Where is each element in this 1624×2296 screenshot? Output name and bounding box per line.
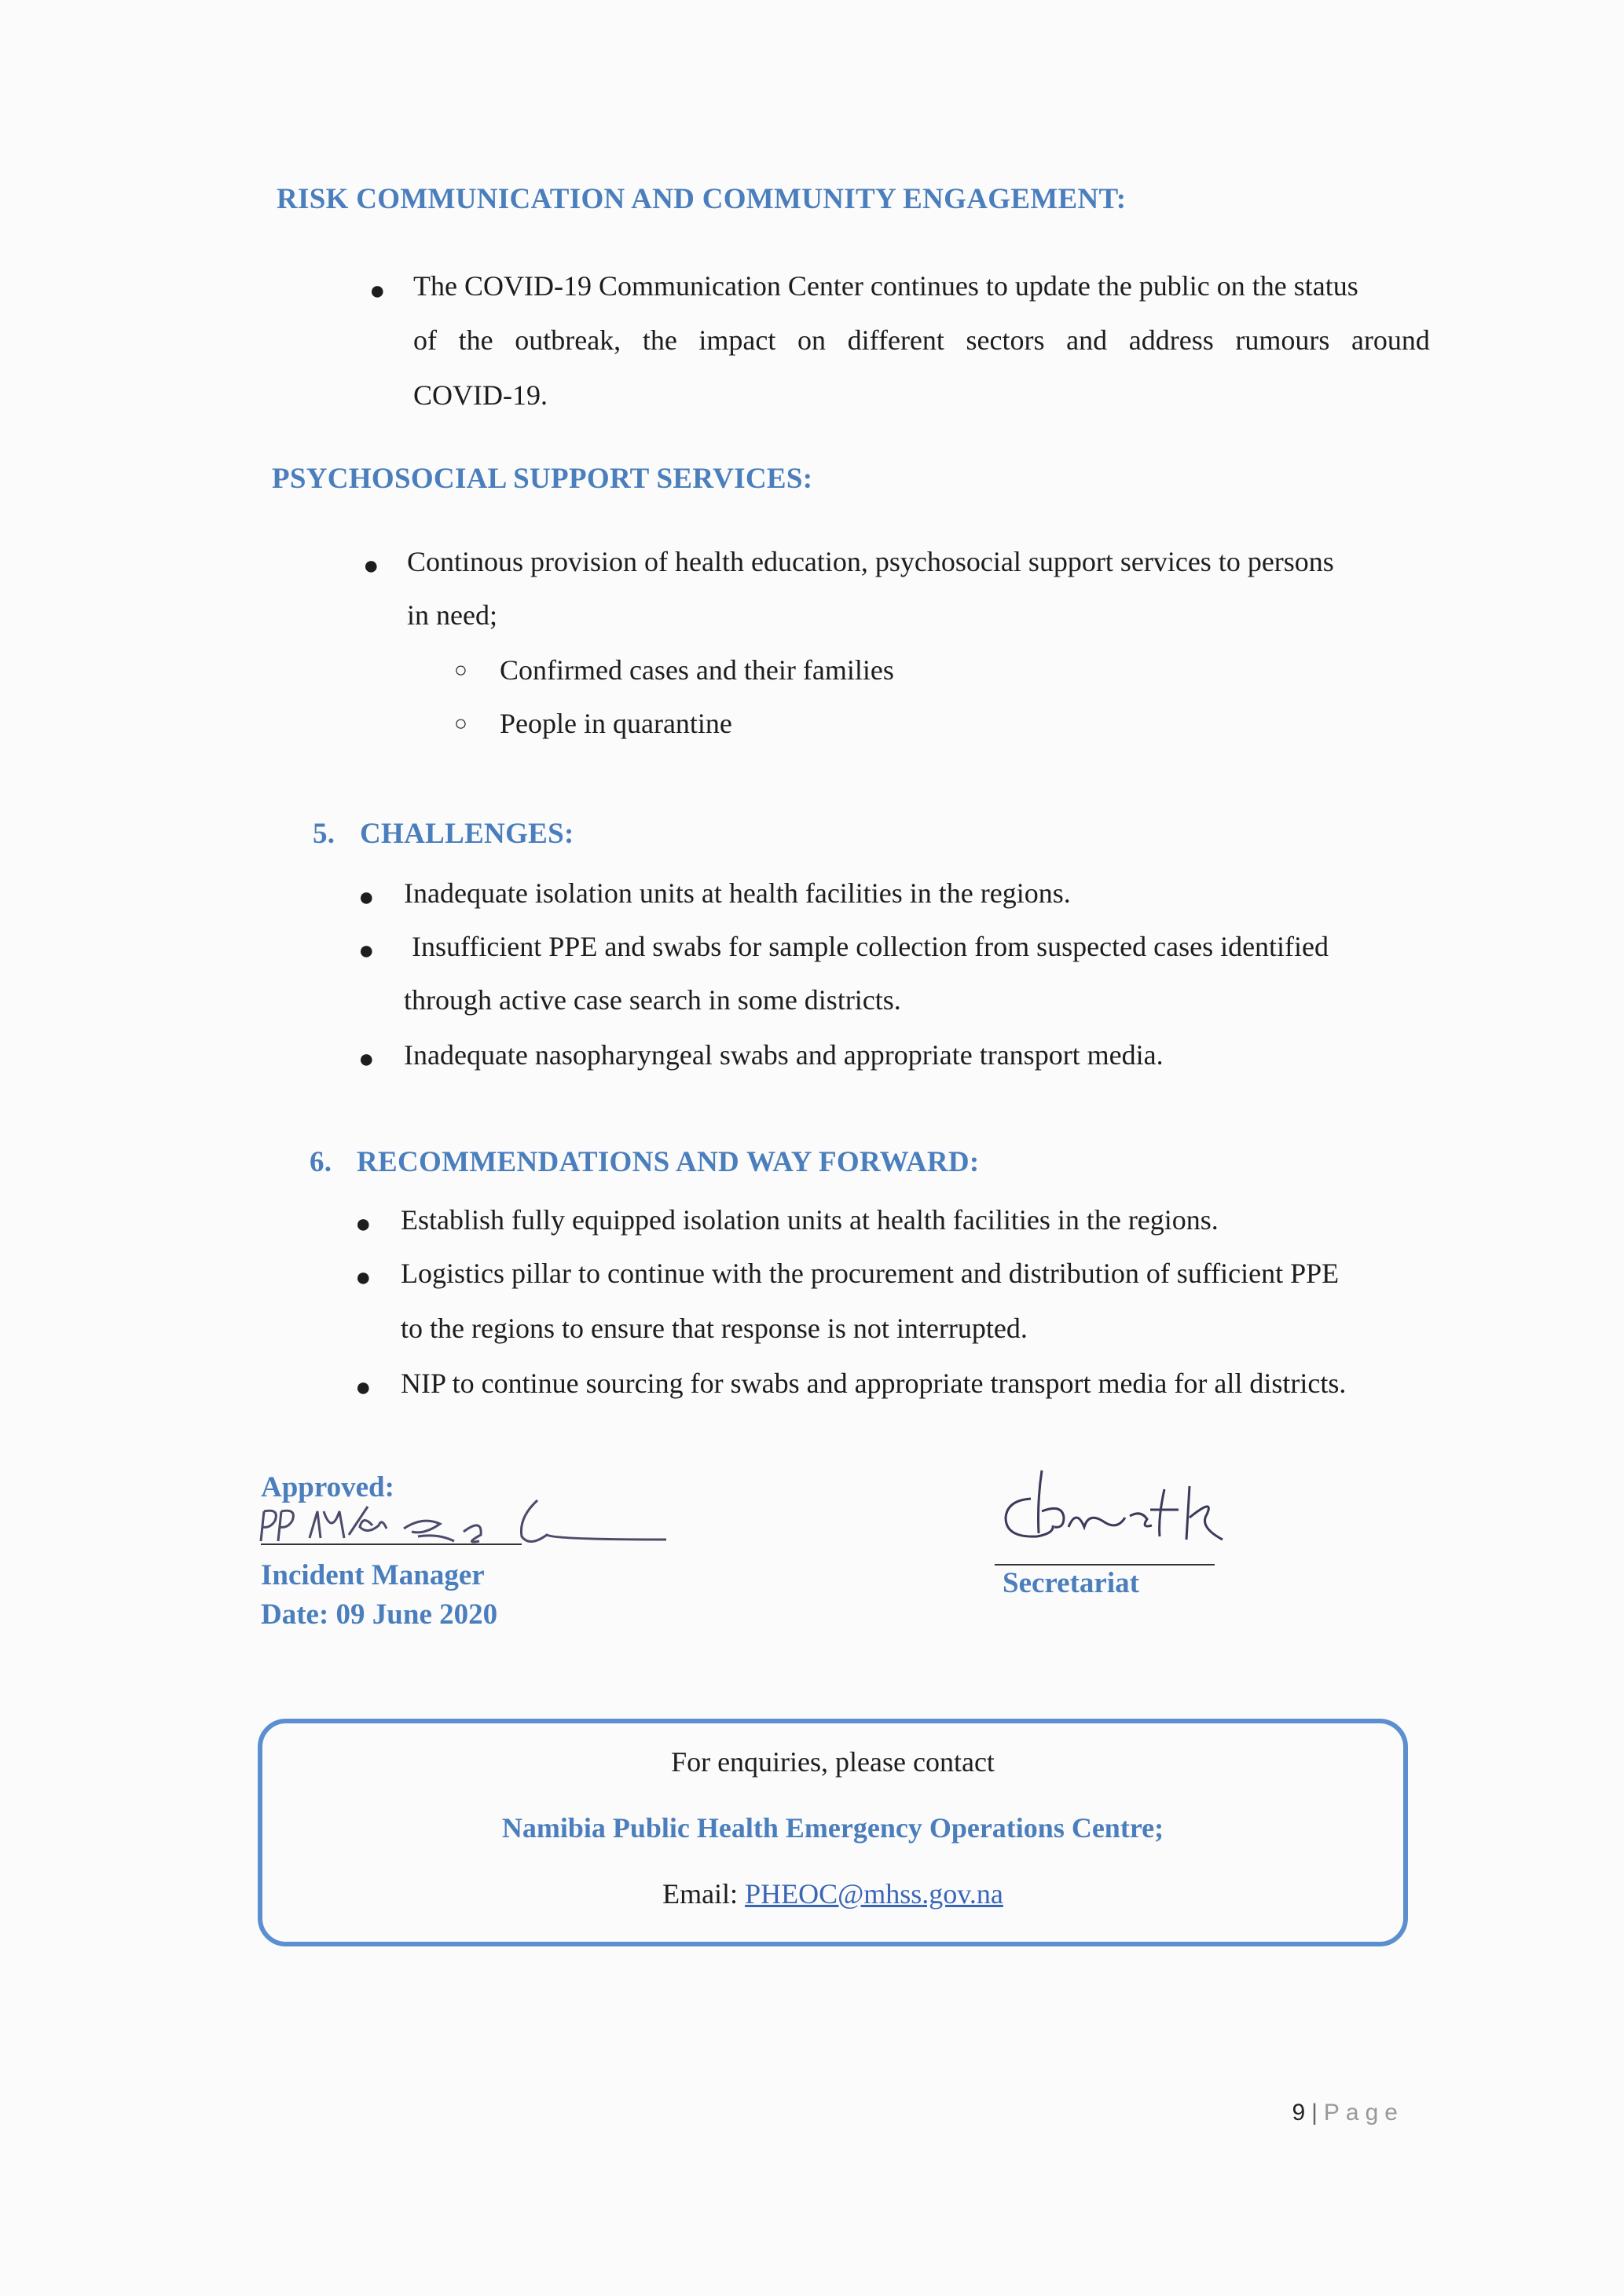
list-item-text: Establish fully equipped isolation units at health facilities in the regions. <box>401 1204 1219 1236</box>
bullet-icon: ● <box>358 936 375 965</box>
bullet-icon: ● <box>358 1045 375 1074</box>
bullet-icon: ● <box>358 883 375 912</box>
justified-word: different <box>847 324 944 356</box>
recommendations-heading: RECOMMENDATIONS AND WAY FORWARD: <box>357 1146 980 1178</box>
risk-communication-heading: RISK COMMUNICATION AND COMMUNITY ENGAGEMENT: <box>277 183 1127 215</box>
secretariat-label: Secretariat <box>1003 1567 1139 1599</box>
circle-bullet-icon: ○ <box>454 658 467 683</box>
justified-word: sectors <box>966 324 1045 356</box>
contact-box <box>258 1719 1408 1946</box>
list-item-text: NIP to continue sourcing for swabs and appropriate transport media for all districts. <box>401 1368 1347 1399</box>
list-item-text: Inadequate nasopharyngeal swabs and appropriate transport media. <box>404 1039 1164 1071</box>
approval-date: Date: 09 June 2020 <box>261 1598 498 1631</box>
list-item-justified-line <box>413 324 1430 357</box>
list-item-text: in need; <box>407 599 497 631</box>
list-item-text: Insufficient PPE and swabs for sample collection from suspected cases identified <box>412 931 1329 962</box>
email-link[interactable]: PHEOC@mhss.gov.na <box>745 1878 1003 1910</box>
justified-word: the <box>458 324 493 356</box>
sub-list-item: Confirmed cases and their families <box>500 654 894 686</box>
secretariat-signature <box>987 1455 1238 1573</box>
justified-word: impact <box>698 324 776 356</box>
bullet-icon: ● <box>355 1210 372 1239</box>
bullet-icon: ● <box>369 276 386 306</box>
challenges-number: 5. <box>313 818 335 850</box>
justified-word: outbreak, <box>515 324 621 356</box>
page-footer <box>1292 2100 1404 2126</box>
approved-label: Approved: <box>261 1471 394 1503</box>
contact-intro: For enquiries, please contact <box>671 1746 995 1778</box>
list-item-text: through active case search in some districts. <box>404 984 901 1016</box>
list-item-text: Inadequate isolation units at health facilities in the regions. <box>404 877 1071 909</box>
justified-word: the <box>642 324 677 356</box>
contact-email-line <box>262 1877 1403 1910</box>
contact-organization: Namibia Public Health Emergency Operations Centre; <box>501 1812 1164 1844</box>
circle-bullet-icon: ○ <box>454 712 467 736</box>
psychosocial-heading: PSYCHOSOCIAL SUPPORT SERVICES: <box>272 463 813 495</box>
justified-word: address <box>1128 324 1214 356</box>
list-item <box>413 269 1430 302</box>
justified-word: rumours <box>1235 324 1330 356</box>
justified-word: and <box>1066 324 1108 356</box>
bullet-icon: ● <box>355 1263 372 1292</box>
list-item-text: Logistics pillar to continue with the procurement and distribution of sufficient PPE <box>401 1258 1340 1289</box>
justified-word: around <box>1351 324 1430 356</box>
page-separator: | <box>1311 2100 1318 2126</box>
list-item-text: The COVID-19 Communication Center continues to update the public on the status <box>413 270 1358 302</box>
incident-manager-label: Incident Manager <box>261 1559 485 1591</box>
challenges-heading: CHALLENGES: <box>360 818 574 850</box>
list-item-text: Continous provision of health education, psychosocial support services to persons <box>407 546 1334 577</box>
list-item-text: to the regions to ensure that response is not interrupted. <box>401 1313 1028 1344</box>
sub-list-item: People in quarantine <box>500 708 732 739</box>
list-item-text: COVID-19. <box>413 379 548 411</box>
email-label: Email: <box>662 1878 746 1910</box>
recommendations-number: 6. <box>310 1146 332 1178</box>
bullet-icon: ● <box>363 551 379 580</box>
bullet-icon: ● <box>355 1373 372 1402</box>
page-label: Page <box>1323 2100 1404 2126</box>
page-number: 9 <box>1292 2100 1306 2126</box>
incident-manager-signature <box>258 1463 698 1565</box>
justified-word: of <box>413 324 437 356</box>
justified-word: on <box>797 324 827 356</box>
